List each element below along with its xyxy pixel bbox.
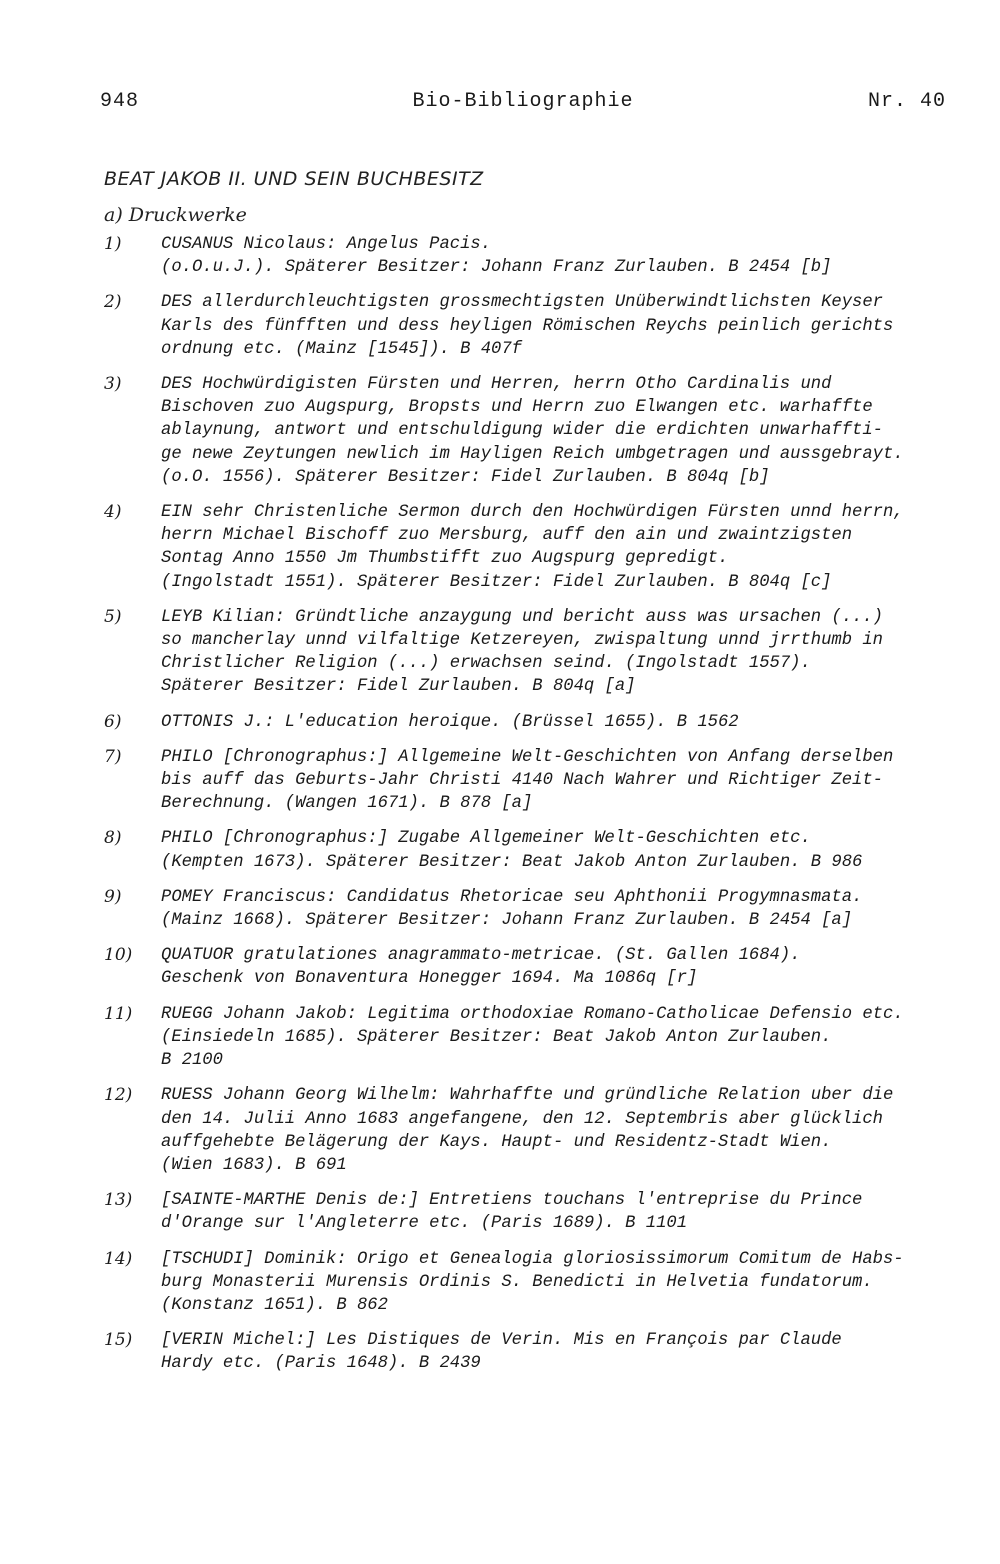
- entry-text: [161, 1329, 973, 1375]
- entry-text: [161, 291, 973, 361]
- entry-index: 5): [104, 606, 122, 627]
- entry-line: Geschenk von Bonaventura Honegger 1694. Ma 1086q [r]: [161, 969, 698, 989]
- entry-line: QUATUOR gratulationes anagrammato-metricae. (St. Gallen 1684).: [161, 946, 801, 966]
- entry-line: (Einsiedeln 1685). Späterer Besitzer: Beat Jakob Anton Zurlauben.: [161, 1027, 832, 1047]
- running-title: Bio-Bibliographie: [412, 90, 634, 113]
- entry-text: [161, 827, 973, 873]
- bibliography-entry: [104, 291, 974, 361]
- entry-line: Sontag Anno 1550 Jm Thumbstifft zuo Augspurg gepredigt.: [161, 549, 729, 569]
- entry-index: 12): [104, 1085, 133, 1106]
- bibliography-entry: [104, 1084, 974, 1177]
- entry-line: EIN sehr Christenliche Sermon durch den Hochwürdigen Fürsten unnd herrn,: [161, 503, 904, 523]
- entry-line: RUESS Johann Georg Wilhelm: Wahrhaffte und gründliche Relation uber die: [161, 1086, 894, 1106]
- entry-line: burg Monasterii Murensis Ordinis S. Benedicti in Helvetia fundatorum.: [161, 1272, 873, 1292]
- bibliography-list: [104, 233, 974, 1388]
- entry-index: 2): [104, 292, 122, 313]
- entry-line: so mancherlay unnd vilfaltige Ketzereyen, zwispaltung unnd jrrthumb in: [161, 631, 883, 651]
- entry-line: LEYB Kilian: Gründtliche anzaygung und bericht auss was ursachen (...): [161, 607, 883, 627]
- bibliography-entry: [104, 1003, 974, 1073]
- bibliography-entry: [104, 1189, 974, 1235]
- entry-line: Späterer Besitzer: Fidel Zurlauben. B 804q [a]: [161, 677, 636, 697]
- entry-line: bis auff das Geburts-Jahr Christi 4140 Nach Wahrer und Richtiger Zeit-: [161, 771, 883, 791]
- bibliography-entry: [104, 827, 974, 873]
- bibliography-entry: [104, 233, 974, 279]
- entry-line: B 2100: [161, 1051, 223, 1071]
- bibliography-entry: [104, 886, 974, 932]
- entry-text: [161, 746, 973, 816]
- page-header: [100, 90, 946, 120]
- entry-line: auffgehebte Belägerung der Kays. Haupt- und Residentz-Stadt Wien.: [161, 1132, 832, 1152]
- entry-text: [161, 1084, 973, 1177]
- page-number: 948: [100, 90, 140, 113]
- entry-line: OTTONIS J.: L'education heroique. (Brüssel 1655). B 1562: [161, 712, 739, 732]
- entry-line: den 14. Julii Anno 1683 angefangene, den 12. Septembris aber glücklich: [161, 1109, 883, 1129]
- entry-line: herrn Michael Bischoff zuo Mersburg, auff den ain und zwaintzigsten: [161, 526, 853, 546]
- bibliography-entry: [104, 373, 974, 489]
- bibliography-entry: [104, 1329, 974, 1375]
- entry-line: Christlicher Religion (...) erwachsen seind. (Ingolstadt 1557).: [161, 654, 811, 674]
- entry-line: PHILO [Chronographus:] Zugabe Allgemeiner Welt-Geschichten etc.: [161, 829, 811, 849]
- entry-text: [161, 233, 973, 279]
- entry-line: DES allerdurchleuchtigsten grossmechtigsten Unüberwindtlichsten Keyser: [161, 293, 883, 313]
- bibliography-entry: [104, 1248, 974, 1318]
- entry-line: DES Hochwürdigisten Fürsten und Herren, herrn Otho Cardinalis und: [161, 375, 832, 395]
- entry-line: (Kempten 1673). Späterer Besitzer: Beat Jakob Anton Zurlauben. B 986: [161, 852, 863, 872]
- entry-line: (Konstanz 1651). B 862: [161, 1295, 388, 1315]
- entry-index: 11): [104, 1003, 133, 1024]
- entry-text: [161, 1248, 973, 1318]
- section-title: BEAT JAKOB II. UND SEIN BUCHBESITZ: [104, 168, 484, 190]
- entry-line: ablaynung, antwort und entschuldigung wider die erdichten unwarhaffti-: [161, 421, 883, 441]
- entry-index: 1): [104, 234, 122, 254]
- entry-line: Berechnung. (Wangen 1671). B 878 [a]: [161, 794, 533, 814]
- entry-line: Karls des fünfften und dess heyligen Römischen Reychs peinlich gerichts: [161, 316, 894, 336]
- entry-text: [161, 944, 973, 990]
- entry-index: 15): [104, 1330, 133, 1351]
- entry-line: Bischoven zuo Augspurg, Bropsts und Herrn zuo Elwangen etc. warhaffte: [161, 398, 873, 418]
- entry-index: 4): [104, 502, 122, 523]
- entry-line: RUEGG Johann Jakob: Legitima orthodoxiae Romano-Catholicae Defensio etc.: [161, 1004, 904, 1024]
- entry-index: 6): [104, 711, 122, 732]
- entry-text: [161, 1189, 973, 1235]
- entry-line: (Ingolstadt 1551). Späterer Besitzer: Fidel Zurlauben. B 804q [c]: [161, 572, 832, 592]
- entry-index: 13): [104, 1190, 133, 1211]
- entry-text: [161, 373, 973, 489]
- bibliography-entry: [104, 944, 974, 990]
- bibliography-entry: [104, 746, 974, 816]
- bibliography-entry: [104, 606, 974, 699]
- entry-line: [TSCHUDI] Dominik: Origo et Genealogia gloriosissimorum Comitum de Habs-: [161, 1249, 904, 1269]
- entry-line: (Mainz 1668). Späterer Besitzer: Johann Franz Zurlauben. B 2454 [a]: [161, 911, 853, 931]
- entry-text: [161, 606, 973, 699]
- bibliography-entry: [104, 711, 974, 734]
- entry-line: CUSANUS Nicolaus: Angelus Pacis.: [161, 235, 492, 254]
- entry-text: [161, 711, 973, 734]
- entry-line: (o.O. 1556). Späterer Besitzer: Fidel Zurlauben. B 804q [b]: [161, 467, 770, 487]
- entry-line: d'Orange sur l'Angleterre etc. (Paris 1689). B 1101: [161, 1214, 688, 1234]
- entry-text: [161, 1003, 973, 1073]
- entry-index: 3): [104, 374, 122, 395]
- entry-line: PHILO [Chronographus:] Allgemeine Welt-Geschichten von Anfang derselben: [161, 747, 894, 767]
- entry-line: [VERIN Michel:] Les Distiques de Verin. Mis en François par Claude: [161, 1331, 842, 1351]
- entry-text: [161, 886, 973, 932]
- entry-index: 10): [104, 945, 133, 966]
- entry-index: 8): [104, 828, 122, 849]
- entry-line: (Wien 1683). B 691: [161, 1155, 347, 1175]
- bibliography-entry: [104, 501, 974, 594]
- entry-line: ge newe Zeytungen newlich im Hayligen Reich umbgetragen und aussgebrayt.: [161, 444, 904, 464]
- subsection-title: a) Druckwerke: [104, 204, 247, 226]
- entry-line: [SAINTE-MARTHE Denis de:] Entretiens touchans l'entreprise du Prince: [161, 1191, 863, 1211]
- entry-line: ordnung etc. (Mainz [1545]). B 407f: [161, 339, 522, 359]
- entry-line: POMEY Franciscus: Candidatus Rhetoricae seu Aphthonii Progymnasmata.: [161, 887, 863, 907]
- entry-index: 9): [104, 886, 122, 907]
- entry-text: [161, 501, 973, 594]
- entry-number: Nr. 40: [867, 90, 946, 113]
- entry-line: (o.O.u.J.). Späterer Besitzer: Johann Franz Zurlauben. B 2454 [b]: [161, 258, 832, 278]
- entry-line: Hardy etc. (Paris 1648). B 2439: [161, 1354, 481, 1374]
- entry-index: 14): [104, 1248, 133, 1269]
- entry-index: 7): [104, 746, 122, 767]
